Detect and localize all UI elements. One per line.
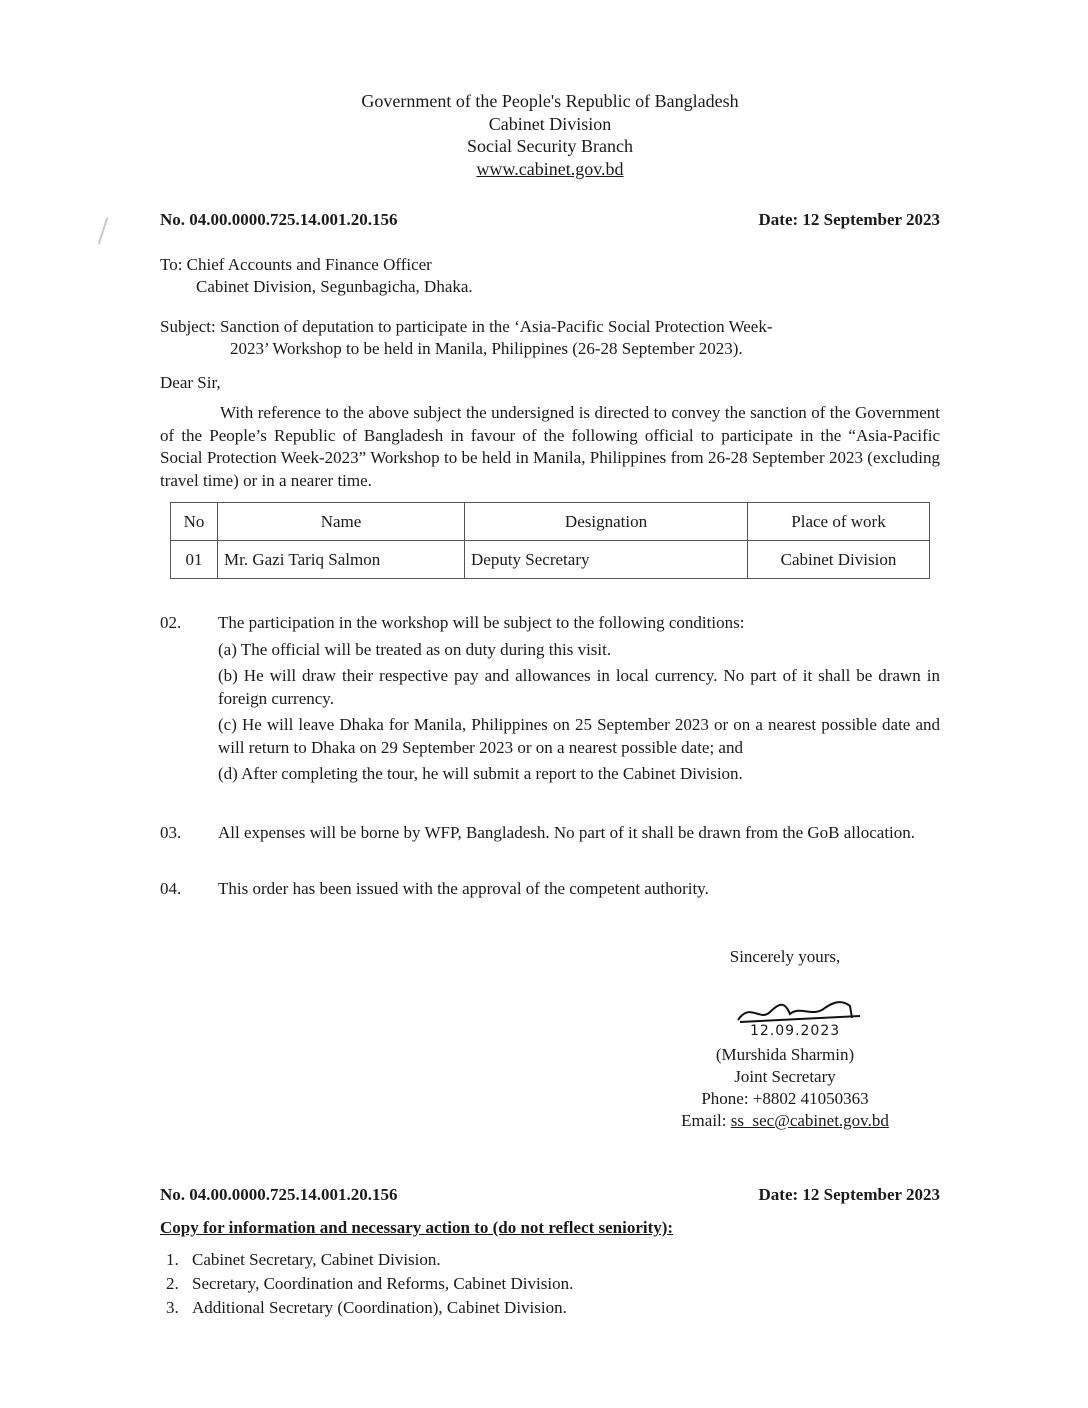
- signatory-email-line: [600, 1110, 970, 1132]
- subject-text-line2: 2023’ Workshop to be held in Manila, Philippines (26-28 September 2023).: [230, 339, 743, 358]
- cell-no: 01: [171, 541, 218, 579]
- paragraph-04: [160, 878, 940, 901]
- cell-designation: Deputy Secretary: [465, 541, 748, 579]
- recipient-title: Chief Accounts and Finance Officer: [186, 255, 432, 274]
- cell-name: Mr. Gazi Tariq Salmon: [218, 541, 465, 579]
- intro-paragraph: With reference to the above subject the undersigned is directed to convey the sanction of the Government of the People’s Republic of Bangladesh in favour of the following official to participate in the “Asia-Pacific Social Protection Week-2023” Workshop to be held in Manila, Philippines from 26-28 September 2023 (excluding travel time) or in a nearer time.: [160, 403, 940, 490]
- paragraph-number: 02.: [160, 613, 182, 632]
- paragraph-text: This order has been issued with the approval of the competent authority.: [218, 879, 709, 898]
- list-item-text: Secretary, Coordination and Reforms, Cabinet Division.: [192, 1274, 574, 1293]
- recipient-block: [160, 254, 473, 298]
- recipient-label: To:: [160, 255, 183, 274]
- list-item-text: Cabinet Secretary, Cabinet Division.: [192, 1250, 441, 1269]
- copy-reference-line: [160, 1185, 940, 1205]
- subject-label: Subject:: [160, 317, 216, 336]
- copy-section-title: Copy for information and necessary action to (do not reflect seniority):: [160, 1218, 674, 1237]
- letterhead-website-link[interactable]: www.cabinet.gov.bd: [476, 158, 624, 179]
- paragraph-text: All expenses will be borne by WFP, Bangladesh. No part of it shall be drawn from the GoB allocation.: [218, 823, 916, 842]
- paragraph-number: 03.: [160, 823, 182, 842]
- paragraph-text: The participation in the workshop will be subject to the following conditions:: [218, 613, 745, 632]
- signatory-phone: Phone: +8802 41050363: [701, 1089, 869, 1108]
- paragraph-02: [160, 612, 940, 786]
- cell-place-of-work: Cabinet Division: [748, 541, 930, 579]
- copy-reference-date: Date: 12 September 2023: [758, 1185, 940, 1204]
- list-item-number: 1.: [166, 1250, 179, 1269]
- email-link[interactable]: ss_sec@cabinet.gov.bd: [730, 1111, 889, 1130]
- reference-number: No. 04.00.0000.725.14.001.20.156: [160, 210, 398, 229]
- list-item: [160, 1296, 573, 1320]
- header-no: No: [171, 503, 218, 541]
- letterhead-government: Government of the People's Republic of Bangladesh: [361, 91, 739, 111]
- condition-d: (d) After completing the tour, he will submit a report to the Cabinet Division.: [218, 764, 743, 783]
- signatory-designation: Joint Secretary: [734, 1067, 836, 1086]
- list-item-text: Additional Secretary (Coordination), Cabinet Division.: [192, 1298, 567, 1317]
- letterhead-division: Cabinet Division: [488, 113, 612, 134]
- reference-date: Date: 12 September 2023: [758, 210, 940, 229]
- recipient-address: Cabinet Division, Segunbagicha, Dhaka.: [196, 277, 473, 296]
- header-designation: Designation: [465, 503, 748, 541]
- condition-a: (a) The official will be treated as on duty during this visit.: [218, 639, 612, 659]
- letterhead-branch: Social Security Branch: [467, 136, 633, 156]
- header-name: Name: [218, 503, 465, 541]
- email-label: Email:: [681, 1111, 731, 1130]
- salutation: Dear Sir,: [160, 373, 221, 392]
- reference-line: [160, 210, 940, 230]
- signed-date: 12.09.2023: [750, 1023, 841, 1039]
- scan-artifact-mark: [98, 217, 109, 244]
- officials-table: [170, 502, 930, 579]
- condition-c: (c) He will leave Dhaka for Manila, Philippines on 25 September 2023 or on a nearest possible date and will return to Dhaka on 29 September 2023 or on a nearest possible date; and: [218, 715, 940, 757]
- header-place-of-work: Place of work: [748, 503, 930, 541]
- list-item: [160, 1272, 573, 1296]
- condition-b: (b) He will draw their respective pay and allowances in local currency. No part of it shall be drawn in foreign currency.: [218, 666, 940, 708]
- signatory-name: (Murshida Sharmin): [715, 1045, 855, 1064]
- list-item-number: 3.: [166, 1298, 179, 1317]
- subject-text-line1: Sanction of deputation to participate in the ‘Asia-Pacific Social Protection Week-: [219, 317, 773, 336]
- list-item-number: 2.: [166, 1274, 179, 1293]
- signature-block: [600, 946, 970, 1132]
- copy-reference-number: No. 04.00.0000.725.14.001.20.156: [160, 1185, 398, 1204]
- paragraph-03: [160, 822, 940, 845]
- table-header-row: [171, 503, 930, 541]
- handwritten-signature: [600, 968, 970, 1038]
- copy-recipients-list: [160, 1248, 573, 1320]
- table-row: [171, 541, 930, 579]
- closing: Sincerely yours,: [729, 947, 841, 966]
- letterhead: [0, 90, 1088, 180]
- subject-block: [160, 316, 940, 360]
- list-item: [160, 1248, 573, 1272]
- paragraph-number: 04.: [160, 879, 182, 898]
